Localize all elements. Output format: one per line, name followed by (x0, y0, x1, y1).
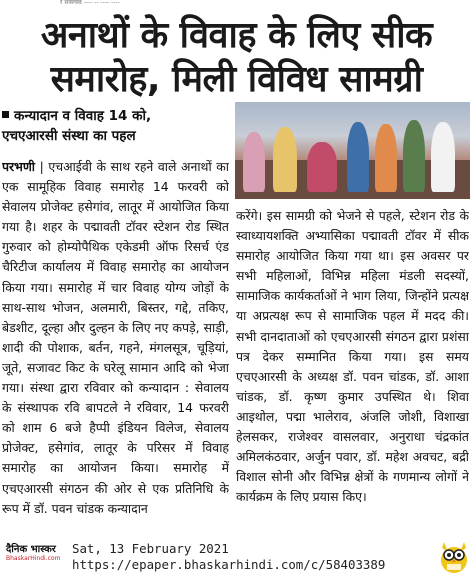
headline (4, 14, 469, 102)
dateline: परभणी (2, 159, 35, 174)
owl-icon (438, 540, 470, 574)
headline-line-1: अनाथों के विवाह के लिए सीक (40, 15, 433, 56)
footer-url[interactable]: https://epaper.bhaskarhindi.com/c/58403389 (72, 557, 386, 572)
article-column-left: परभणी | एचआईवी के साथ रहने वाले अनाथों का एक सामूहिक विवाह समारोह 14 फरवरी को सेवालय प्रोजेक्ट हसेगांव, लातूर में आयोजित किया गया है। शहर के पद्मावती टॉवर स्टेशन रोड स्थित गुरुवार को होम्योपैथिक एकेडमी ऑफ रिसर्च एंड चैरिटीज कार्यालय में विवाह समारोह का आयोजन किया गया। समारोह में चार विवाह योग्य जोड़ों के साथ-साथ भोजन, अलमारी, बिस्तर, गद्दे, तकिए, बेडशीट, दूल्हा और दुल्हन के लिए नए कपड़े, साड़ी, शादी की पोशाक, बर्तन, गहने, मंगलसूत्र, चूड़ियां, जूते, सजावट किट के घरेलू सामान आदि को भेजा गया। संस्था द्वारा रविवार को कन्यादान : सेवालय के संस्थापक रवि बापटले ने रविवार, 14 फरवरी को शाम 6 बजे हैप्पी इंडियन विलेज, सेवालय प्रोजेक्ट, हसेगांव, लातूर के परिसर में विवाह समारोह का आयोजन किया। समारोह में एचएआरसी संगठन की ओर से एक प्रतिनिधि के रूप में डॉ. पवन चांडक कन्यादान (2, 159, 229, 516)
subheading-1: कन्यादान व विवाह 14 को, (2, 107, 234, 125)
headline-line-2: समारोह, मिली विविध सामग्री (50, 59, 423, 100)
footer-date: Sat, 13 February 2021 (72, 541, 229, 556)
article-text-left: एचआईवी के साथ रहने वाले अनाथों का एक सामूहिक विवाह समारोह 14 फरवरी को सेवालय प्रोजेक्ट हसेगांव, लातूर में आयोजित किया गया है। शहर के पद्मावती टॉवर स्टेशन रोड स्थित गुरुवार को होम्योपैथिक एकेडमी ऑफ रिसर्च एंड चैरिटीज कार्यालय में विवाह समारोह का आयोजन किया गया। समारोह में चार विवाह योग्य जोड़ों के साथ-साथ भोजन, अलमारी, बिस्तर, गद्दे, तकिए, बेडशीट, दूल्हा और दुल्हन के लिए नए कपड़े, साड़ी, शादी की पोशाक, बर्तन, गहने, मंगलसूत्र, चूड़ियां, जूते, सजावट किट के घरेलू सामान आदि को भेजा गया। संस्था द्वारा रविवार को कन्यादान : सेवालय के संस्थापक रवि बापटले ने रविवार, 14 फरवरी को शाम 6 बजे हैप्पी इंडियन विलेज, सेवालय प्रोजेक्ट, हसेगांव, लातूर के परिसर में विवाह समारोह का आयोजन किया। समारोह में एचएआरसी संगठन की ओर से एक प्रतिनिधि के रूप में डॉ. पवन चांडक कन्यादान (2, 159, 229, 516)
publisher-logo: दैनिक भास्कर BhaskarHindi.com (6, 544, 61, 562)
top-cropped-strip: र सर्क्ल्क्ल्रे ---- -- ---- ---- (60, 0, 120, 6)
subheading-2: एचएआरसी संस्था का पहल (2, 128, 136, 144)
square-bullet-icon (2, 111, 9, 118)
article-column-right: करेंगे। इस सामग्री को भेजने से पहले, स्टेशन रोड के स्वाध्यायशक्ति अभ्यासिका पद्मावती टॉवर में सीक समारोह आयोजित किया गया था। इस अवसर पर सभी महिलाओं, विभिन्न महिला मंडली सदस्यों, सामाजिक कार्यकर्ताओं ने भाग लिया, जिन्होंने प्रत्यक्ष या अप्रत्यक्ष रूप से सामाजिक पहल में मदद की। सभी दानदाताओं को एचएआरसी संगठन द्वारा प्रशंसा पत्र देकर सम्मानित किया गया। इस समय एचएआरसी के अध्यक्ष डॉ. पवन चांडक, डॉ. आशा चांडक, डॉ. कृष्ण कुमार उपस्थित थे। शिवा आइथोल, पद्मा भालेराव, अंजलि जोशी, विशाखा हेलसकर, राजेश्वर वासलवार, अनुराधा चंद्रकांत अमिलकंठवार, अर्जुन पवार, डॉ. महेश अवचट, बद्री विशाल सोनी और विभिन्न क्षेत्रों के गणमान्य लोगों ने कार्यक्रम के लिए प्रयास किए। (236, 208, 469, 505)
event-photo (235, 102, 470, 199)
